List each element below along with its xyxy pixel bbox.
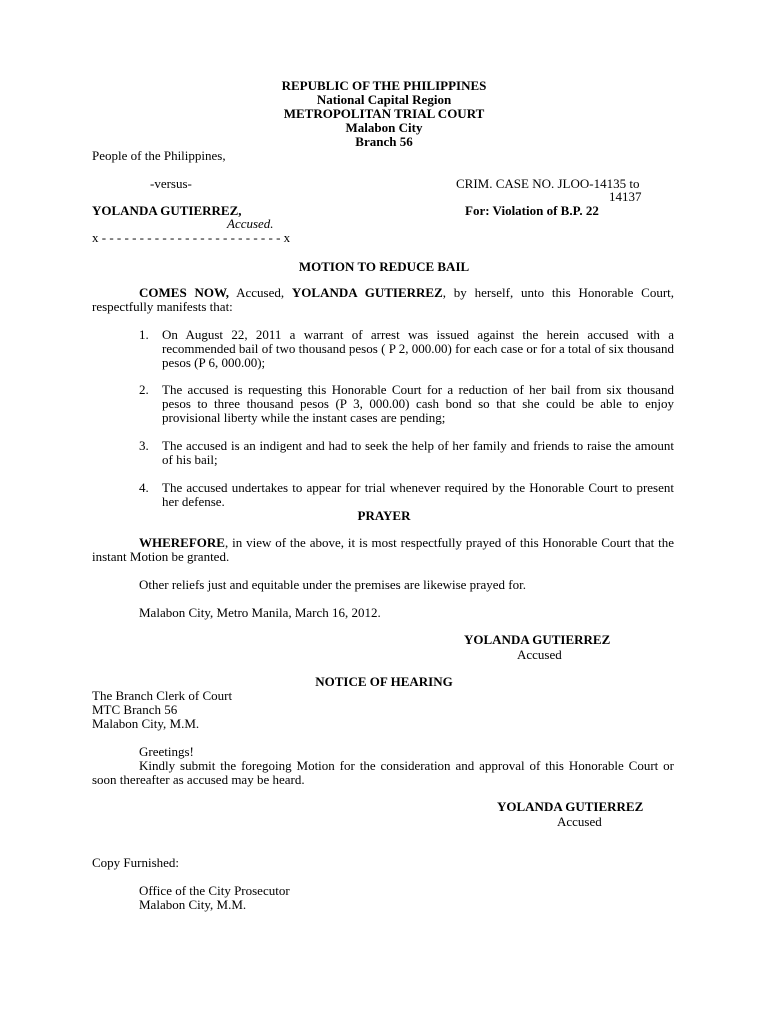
notice-addressee-1: The Branch Clerk of Court [92, 688, 233, 703]
list-item-2: The accused is requesting this Honorable Court for a reduction of her bail from six thousand pesos to three thousand pesos (P 3, 000.00) cash bond so that she could be able to enjoy provisional liberty while the instant cases are pending; [162, 382, 674, 425]
caption-separator: x - - - - - - - - - - - - - - - - - - - - - - - - x [92, 230, 291, 245]
list-item-number-3: 3. [139, 438, 149, 453]
versus-label: -versus- [150, 176, 192, 191]
list-item-1: On August 22, 2011 a warrant of arrest was issued against the herein accused with a recommended bail of two thousand pesos ( P 2, 000.00) for each case or for a total of six thousand pesos (P 6, 000.00); [162, 327, 674, 370]
other-reliefs: Other reliefs just and equitable under the premises are likewise prayed for. [139, 577, 526, 592]
list-item-3: The accused is an indigent and had to seek the help of her family and friends to raise the amount of his bail; [162, 438, 674, 467]
intro-text-2: , by herself, unto this Honorable Court, respectfully manifests that: [92, 285, 675, 314]
court-header-region: National Capital Region [316, 92, 452, 107]
list-item-number-2: 2. [139, 382, 149, 397]
notice-addressee-3: Malabon City, M.M. [92, 716, 200, 731]
copy-furnished-office: Office of the City Prosecutor [139, 883, 290, 898]
plaintiff: People of the Philippines, [92, 148, 226, 163]
notice-signatory-role: Accused [557, 814, 602, 829]
notice-body: Kindly submit the foregoing Motion for the consideration and approval of this Honorable Court or soon thereafter as accused may be heard. [92, 758, 674, 787]
accused-name: YOLANDA GUTIERREZ, [92, 203, 242, 218]
copy-furnished-label: Copy Furnished: [92, 855, 180, 870]
notice-greeting: Greetings! [139, 744, 194, 759]
motion-intro [92, 286, 674, 314]
case-number: CRIM. CASE NO. JLOO-14135 to [456, 176, 640, 191]
accused-label: Accused. [227, 216, 274, 231]
place-date: Malabon City, Metro Manila, March 16, 2012. [139, 605, 381, 620]
prayer-wherefore [92, 536, 674, 564]
comes-now: COMES NOW, [139, 285, 230, 300]
notice-addressee-2: MTC Branch 56 [92, 702, 178, 717]
wherefore-word: WHEREFORE [139, 535, 225, 550]
copy-furnished-city: Malabon City, M.M. [139, 897, 247, 912]
court-header-court: METROPOLITAN TRIAL COURT [283, 106, 485, 121]
list-item-number-1: 1. [139, 327, 149, 342]
prayer-signatory-role: Accused [517, 647, 562, 662]
case-number-cont: 14137 [609, 189, 642, 204]
list-item-4: The accused undertakes to appear for trial whenever required by the Honorable Court to present her defense. [162, 480, 674, 509]
court-header-city: Malabon City [345, 120, 423, 135]
notice-title: NOTICE OF HEARING [315, 674, 453, 689]
court-header-republic: REPUBLIC OF THE PHILIPPINES [281, 78, 487, 93]
wherefore-text: , in view of the above, it is most respectfully prayed of this Honorable Court that the instant Motion be granted. [92, 535, 674, 564]
court-header-branch: Branch 56 [355, 134, 413, 149]
prayer-title: PRAYER [357, 508, 411, 523]
list-item-number-4: 4. [139, 480, 149, 495]
motion-title: MOTION TO REDUCE BAIL [298, 259, 470, 274]
notice-signatory: YOLANDA GUTIERREZ [497, 799, 644, 814]
prayer-signatory: YOLANDA GUTIERREZ [464, 632, 611, 647]
intro-text-1: Accused, [229, 285, 292, 300]
violation-label: For: Violation of B.P. 22 [465, 203, 599, 218]
intro-accused-name: YOLANDA GUTIERREZ [291, 285, 443, 300]
